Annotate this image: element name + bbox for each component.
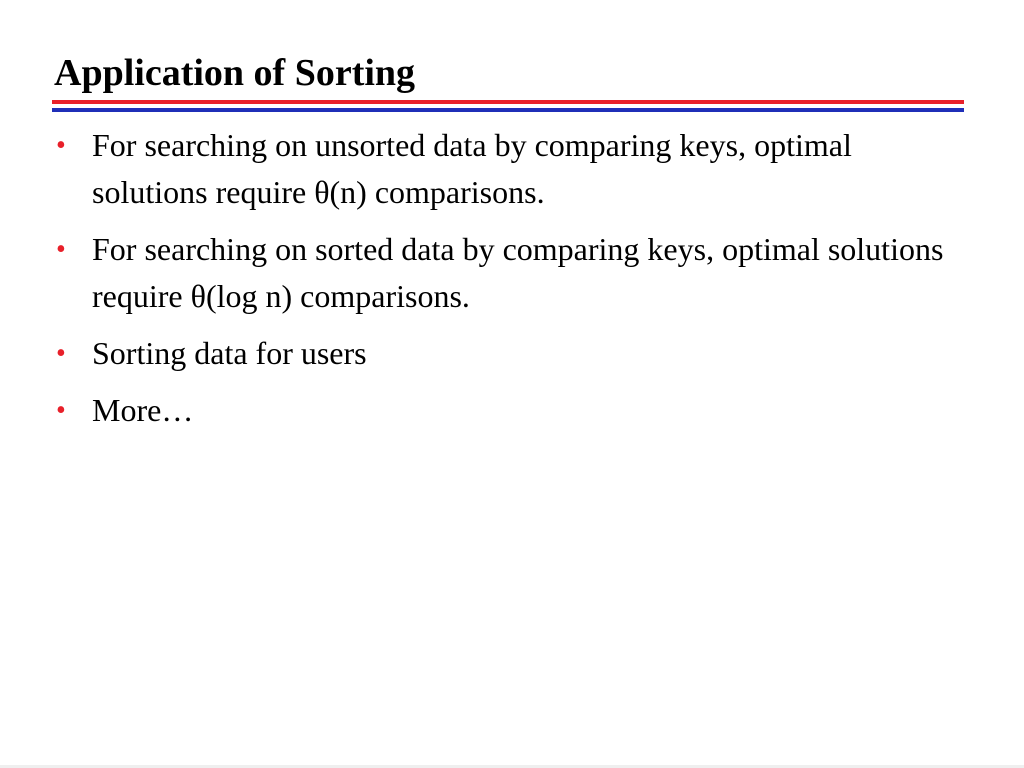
slide-title: Application of Sorting xyxy=(54,52,416,94)
bullet-list xyxy=(54,122,954,444)
bullet-dot-icon: • xyxy=(56,234,66,265)
bullet-item xyxy=(54,122,954,216)
bullet-dot-icon: • xyxy=(56,130,66,161)
bullet-dot-icon: • xyxy=(56,338,66,369)
bullet-text: More… xyxy=(92,392,194,428)
title-underline-red xyxy=(52,100,964,104)
bullet-text: For searching on unsorted data by comparing keys, optimal solutions require θ(n) comparisons. xyxy=(92,127,852,210)
bullet-item xyxy=(54,387,954,434)
bullet-item xyxy=(54,330,954,377)
bullet-text: For searching on sorted data by comparing keys, optimal solutions require θ(log n) comparisons. xyxy=(92,231,944,314)
bullet-dot-icon: • xyxy=(56,395,66,426)
bullet-text: Sorting data for users xyxy=(92,335,367,371)
title-underline-blue xyxy=(52,108,964,112)
bullet-item xyxy=(54,226,954,320)
